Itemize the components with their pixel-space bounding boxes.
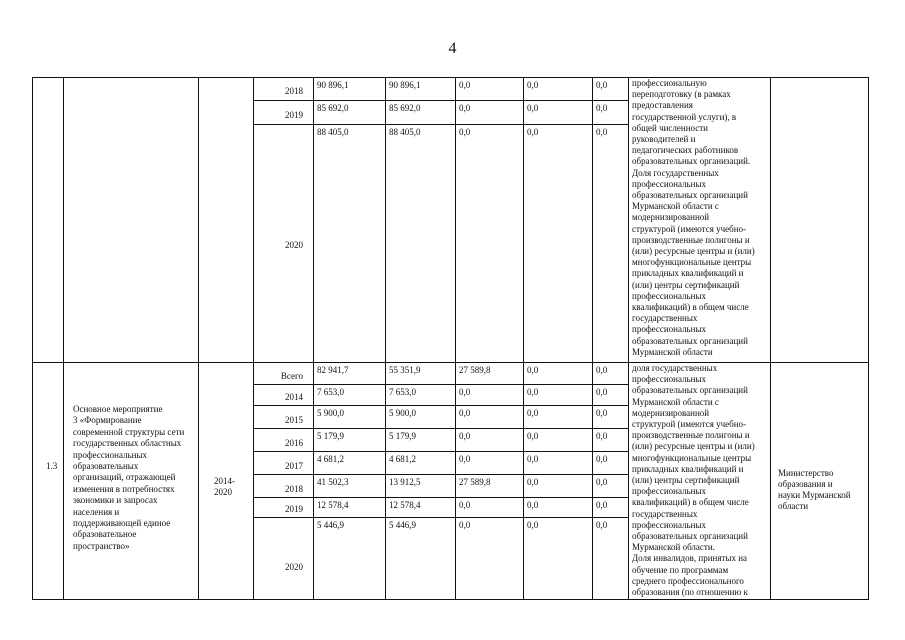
executor-text: Министерство xyxy=(778,468,834,478)
indicator-text: образовательных организаций xyxy=(632,190,748,200)
value-cell: 0,0 xyxy=(596,520,608,530)
measure-name: поддерживающей единое xyxy=(73,518,171,528)
value-cell: 82 941,7 xyxy=(317,365,349,375)
column-border xyxy=(313,77,314,600)
row-border xyxy=(253,100,628,101)
table-bottom-border xyxy=(32,599,869,600)
value-cell: 0,0 xyxy=(596,431,608,441)
indicator-text: профессиональных xyxy=(632,519,707,530)
value-cell: 41 502,3 xyxy=(317,477,349,487)
column-border xyxy=(32,77,33,600)
indicator-text: модернизированной xyxy=(632,407,710,418)
value-cell: 0,0 xyxy=(459,431,471,441)
year-cell: 2018 xyxy=(285,484,303,494)
row-border xyxy=(253,405,628,406)
year-cell: 2019 xyxy=(285,504,303,514)
value-cell: 85 692,0 xyxy=(389,103,421,113)
measure-name: государственных областных xyxy=(73,438,182,449)
column-border xyxy=(770,77,771,600)
column-border xyxy=(523,77,524,600)
indicator-text: обучение по программам xyxy=(632,564,729,575)
indicator-text: многофункциональные центры xyxy=(632,452,752,463)
indicator-text: структурой (имеются учебно- xyxy=(632,419,747,429)
executor-text: области xyxy=(778,501,809,511)
indicator-text: квалификаций) в общем числе xyxy=(632,497,749,508)
indicator-text: государственных xyxy=(632,313,698,324)
indicator-text: предоставления xyxy=(632,100,693,111)
indicator-text: квалификаций) в общем числе xyxy=(632,302,749,312)
year-cell: 2020 xyxy=(285,240,303,250)
indicator-text: профессиональных xyxy=(632,486,707,497)
year-cell: 2017 xyxy=(285,461,303,471)
indicator-text: профессиональных xyxy=(632,374,707,385)
value-cell: 0,0 xyxy=(527,454,539,464)
indicator-text: Доля инвалидов, принятых на xyxy=(632,553,748,564)
value-cell: 88 405,0 xyxy=(389,127,421,137)
measure-name: экономики и запросах xyxy=(73,495,158,506)
indicator-text: прикладных квалификаций и xyxy=(632,268,744,279)
value-cell: 5 446,9 xyxy=(389,520,416,530)
value-cell: 0,0 xyxy=(459,80,471,90)
value-cell: 88 405,0 xyxy=(317,127,349,137)
year-cell: 2015 xyxy=(285,415,303,425)
indicator-text: общей численности xyxy=(632,122,708,133)
value-cell: 55 351,9 xyxy=(389,365,421,375)
indicator-text: производственные полигоны и xyxy=(632,430,750,441)
value-cell: 7 653,0 xyxy=(317,387,344,397)
indicator-text: образовательных организаций. xyxy=(632,156,751,167)
year-cell: Всего xyxy=(280,371,303,381)
value-cell: 0,0 xyxy=(596,500,608,510)
indicator-text: модернизированной xyxy=(632,212,710,223)
value-cell: 4 681,2 xyxy=(317,454,344,464)
value-cell: 0,0 xyxy=(527,500,539,510)
indicator-text: Мурманской области с xyxy=(632,201,719,212)
indicator-text: Доля государственных xyxy=(632,167,719,178)
indicator-text: структурой (имеются учебно- xyxy=(632,223,747,234)
row-border xyxy=(253,497,628,498)
indicator-text: профессиональных xyxy=(632,324,707,335)
value-cell: 0,0 xyxy=(596,477,608,487)
table-top-border xyxy=(32,77,869,78)
indicator-text: профессиональных xyxy=(632,178,707,189)
indicator-text: многофункциональные центры xyxy=(632,257,752,268)
indicator-text: переподготовку (в рамках xyxy=(632,89,731,100)
indicator-text: прикладных квалификаций и xyxy=(632,463,744,474)
measure-name: 3 «Формирование xyxy=(73,415,142,426)
year-cell: 2019 xyxy=(285,110,303,120)
value-cell: 0,0 xyxy=(459,520,471,530)
measure-name: современной структуры сети xyxy=(73,426,185,437)
measure-name: организаций, отражающей xyxy=(73,472,176,483)
year-cell: 2014 xyxy=(285,392,303,402)
value-cell: 0,0 xyxy=(459,454,471,464)
indicator-text: производственные полигоны и xyxy=(632,234,750,245)
value-cell: 0,0 xyxy=(527,408,539,418)
value-cell: 0,0 xyxy=(596,80,608,90)
indicator-text: (или) центры сертификаций xyxy=(632,475,740,485)
value-cell: 0,0 xyxy=(459,408,471,418)
value-cell: 5 179,9 xyxy=(317,431,344,441)
value-cell: 0,0 xyxy=(527,387,539,397)
executor-text: образования и xyxy=(778,479,833,489)
measure-name: населения и xyxy=(73,506,120,517)
indicator-text: руководителей и xyxy=(632,134,696,144)
value-cell: 0,0 xyxy=(596,127,608,137)
indicator-text: профессиональных xyxy=(632,290,707,301)
measure-name: пространство» xyxy=(73,540,130,551)
row-border xyxy=(253,384,628,385)
value-cell: 12 578,4 xyxy=(389,500,421,510)
value-cell: 0,0 xyxy=(527,127,539,137)
row-border xyxy=(253,474,628,475)
value-cell: 0,0 xyxy=(596,387,608,397)
value-cell: 5 900,0 xyxy=(389,408,416,418)
value-cell: 0,0 xyxy=(527,520,539,530)
value-cell: 0,0 xyxy=(459,127,471,137)
period-text: 2020 xyxy=(214,487,232,497)
indicator-text: Мурманской области xyxy=(632,346,713,357)
column-border xyxy=(253,77,254,600)
value-cell: 27 589,8 xyxy=(459,477,491,487)
indicator-text: образования (по отношению к xyxy=(632,587,748,597)
column-border xyxy=(385,77,386,600)
row-border xyxy=(253,451,628,452)
column-border xyxy=(198,77,199,600)
indicator-text: доля государственных xyxy=(632,363,718,373)
value-cell: 5 446,9 xyxy=(317,520,344,530)
measure-name: образовательное xyxy=(73,529,137,540)
indicator-text: (или) центры сертификаций xyxy=(632,279,740,290)
measure-name: изменения в потребностях xyxy=(73,483,175,494)
indicator-text: (или) ресурсные центры и (или) xyxy=(632,441,755,452)
value-cell: 0,0 xyxy=(596,454,608,464)
year-cell: 2020 xyxy=(285,562,303,572)
value-cell: 27 589,8 xyxy=(459,365,491,375)
row-border xyxy=(253,428,628,429)
column-border xyxy=(868,77,869,600)
value-cell: 4 681,2 xyxy=(389,454,416,464)
value-cell: 0,0 xyxy=(459,500,471,510)
year-cell: 2018 xyxy=(285,86,303,96)
value-cell: 0,0 xyxy=(459,103,471,113)
indicator-text: Мурманской области. xyxy=(632,542,715,553)
item-number: 1.3 xyxy=(46,461,58,471)
column-border xyxy=(592,77,593,600)
section-divider xyxy=(32,362,869,363)
measure-name: Основное мероприятие xyxy=(73,404,163,414)
indicator-text: государственных xyxy=(632,508,698,519)
value-cell: 0,0 xyxy=(596,365,608,375)
value-cell: 0,0 xyxy=(459,387,471,397)
measure-name: профессиональных xyxy=(73,449,148,460)
value-cell: 5 179,9 xyxy=(389,431,416,441)
value-cell: 85 692,0 xyxy=(317,103,349,113)
period-text: 2014- xyxy=(214,476,235,486)
value-cell: 12 578,4 xyxy=(317,500,349,510)
page-number: 4 xyxy=(448,40,457,57)
row-border xyxy=(253,517,628,518)
value-cell: 90 896,1 xyxy=(389,80,421,90)
value-cell: 5 900,0 xyxy=(317,408,344,418)
indicator-text: государственной услуги), в xyxy=(632,111,737,122)
indicator-text: среднего профессионального xyxy=(632,575,744,586)
measure-name: образовательных xyxy=(73,461,139,471)
indicator-text: Мурманской области с xyxy=(632,396,719,407)
value-cell: 7 653,0 xyxy=(389,387,416,397)
executor-text: науки Мурманской xyxy=(778,490,851,500)
value-cell: 90 896,1 xyxy=(317,80,349,90)
indicator-text: образовательных организаций xyxy=(632,531,748,541)
column-border xyxy=(455,77,456,600)
value-cell: 0,0 xyxy=(527,103,539,113)
column-border xyxy=(628,77,629,600)
indicator-text: профессиональную xyxy=(632,78,707,88)
value-cell: 0,0 xyxy=(527,431,539,441)
value-cell: 0,0 xyxy=(596,408,608,418)
indicator-text: образовательных организаций xyxy=(632,385,748,396)
value-cell: 0,0 xyxy=(527,80,539,90)
indicator-text: образовательных организаций xyxy=(632,335,748,346)
value-cell: 0,0 xyxy=(527,365,539,375)
value-cell: 0,0 xyxy=(596,103,608,113)
value-cell: 13 912,5 xyxy=(389,477,421,487)
row-border xyxy=(253,124,628,125)
indicator-text: педагогических работников xyxy=(632,145,739,156)
indicator-text: (или) ресурсные центры и (или) xyxy=(632,246,755,256)
column-border xyxy=(63,77,64,600)
value-cell: 0,0 xyxy=(527,477,539,487)
year-cell: 2016 xyxy=(285,438,303,448)
